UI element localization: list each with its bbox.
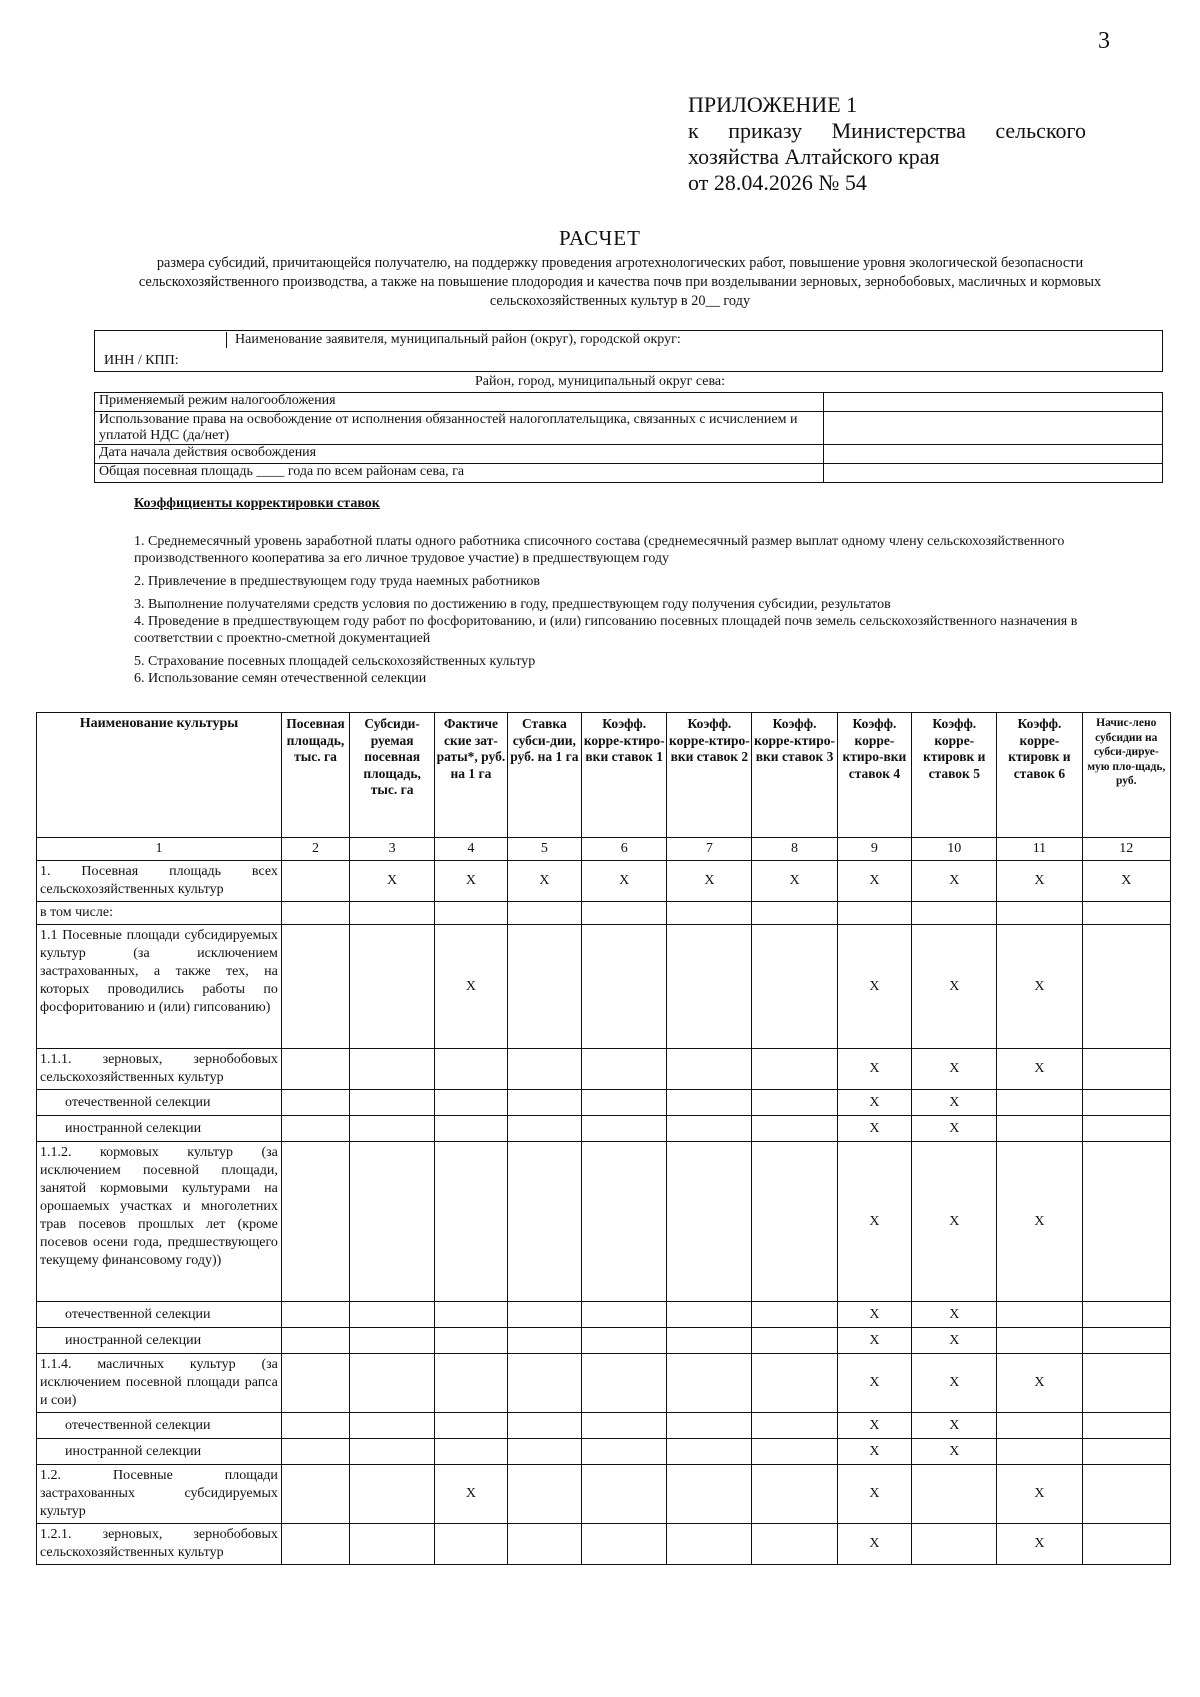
table-cell[interactable] bbox=[667, 1413, 752, 1439]
table-cell[interactable] bbox=[582, 1142, 667, 1302]
page-number: 3 bbox=[1098, 28, 1110, 54]
table-cell[interactable] bbox=[667, 1354, 752, 1413]
table-cell[interactable] bbox=[435, 1090, 507, 1116]
info-row-label: Применяемый режим налогообложения bbox=[95, 393, 824, 412]
table-cell[interactable] bbox=[1082, 1328, 1170, 1354]
sowing-district-label: Район, город, муниципальный округ сева: bbox=[474, 374, 725, 389]
table-cell[interactable] bbox=[507, 1328, 582, 1354]
table-cell: X bbox=[912, 1413, 997, 1439]
column-number: 12 bbox=[1082, 838, 1170, 861]
table-cell[interactable] bbox=[507, 902, 582, 925]
table-row bbox=[37, 861, 1171, 902]
row-name: 1.1.4. масличных культур (за исключением посевной площади рапса и сои) bbox=[37, 1354, 282, 1413]
info-row bbox=[95, 412, 1163, 445]
coefficients-heading: Коэффициенты корректировки ставок bbox=[134, 496, 380, 511]
table-row bbox=[37, 1090, 1171, 1116]
column-number: 7 bbox=[667, 838, 752, 861]
document-title: РАСЧЕТ bbox=[559, 226, 641, 250]
column-number: 1 bbox=[37, 838, 282, 861]
inn-kpp-label: ИНН / КПП: bbox=[104, 353, 179, 368]
table-cell[interactable] bbox=[350, 1049, 435, 1090]
coefficient-item-2: 2. Привлечение в предшествующем году труда наемных работников bbox=[134, 574, 541, 589]
table-cell[interactable] bbox=[281, 1142, 349, 1302]
table-cell[interactable] bbox=[507, 1524, 582, 1565]
table-cell[interactable] bbox=[435, 1524, 507, 1565]
table-row bbox=[37, 902, 1171, 925]
row-name: 1.2. Посевные площади застрахованных субсидируемых культур bbox=[37, 1465, 282, 1524]
info-row bbox=[95, 445, 1163, 464]
table-header-row bbox=[37, 713, 1171, 838]
table-cell[interactable] bbox=[752, 1116, 837, 1142]
table-cell[interactable] bbox=[281, 1090, 349, 1116]
table-cell[interactable] bbox=[752, 1465, 837, 1524]
table-cell[interactable] bbox=[1082, 1524, 1170, 1565]
table-cell[interactable] bbox=[281, 861, 349, 902]
table-cell[interactable] bbox=[507, 1116, 582, 1142]
table-cell[interactable] bbox=[281, 1524, 349, 1565]
column-number: 8 bbox=[752, 838, 837, 861]
table-cell[interactable] bbox=[997, 1439, 1082, 1465]
table-cell: X bbox=[912, 1049, 997, 1090]
row-name: 1.1.1. зерновых, зернобобовых сельскохозяйственных культур bbox=[37, 1049, 282, 1090]
table-cell[interactable] bbox=[1082, 1049, 1170, 1090]
table-cell[interactable] bbox=[350, 1090, 435, 1116]
table-cell[interactable] bbox=[507, 1049, 582, 1090]
table-cell[interactable] bbox=[350, 1354, 435, 1413]
table-cell[interactable] bbox=[752, 1354, 837, 1413]
table-cell[interactable] bbox=[350, 925, 435, 1049]
table-cell[interactable] bbox=[350, 1328, 435, 1354]
appendix-order-line: к приказу Министерства сельского bbox=[688, 118, 1086, 143]
info-row-value[interactable] bbox=[824, 464, 1163, 483]
table-cell[interactable] bbox=[582, 1116, 667, 1142]
row-name: 1.1.2. кормовых культур (за исключением посевной площади, занятой кормовыми культурами на орошаемых участках и многолетних трав посевов прошлых лет (кроме посевов осени года, предшествующего текущему финансовому году)) bbox=[37, 1142, 282, 1302]
column-number: 10 bbox=[912, 838, 997, 861]
table-cell[interactable] bbox=[582, 925, 667, 1049]
table-cell: X bbox=[435, 861, 507, 902]
table-cell[interactable] bbox=[667, 1049, 752, 1090]
table-cell[interactable] bbox=[997, 1090, 1082, 1116]
table-cell: X bbox=[912, 1116, 997, 1142]
table-cell: X bbox=[350, 861, 435, 902]
table-cell[interactable] bbox=[582, 1439, 667, 1465]
table-cell: X bbox=[912, 1090, 997, 1116]
table-cell: X bbox=[837, 861, 912, 902]
table-cell[interactable] bbox=[1082, 1465, 1170, 1524]
table-cell[interactable] bbox=[350, 1439, 435, 1465]
table-cell: X bbox=[837, 925, 912, 1049]
table-cell: X bbox=[997, 1142, 1082, 1302]
table-cell[interactable] bbox=[997, 1116, 1082, 1142]
table-cell: X bbox=[997, 1354, 1082, 1413]
info-row-value[interactable] bbox=[824, 393, 1163, 412]
table-cell: X bbox=[837, 1524, 912, 1565]
table-cell[interactable] bbox=[350, 1524, 435, 1565]
table-cell: X bbox=[997, 1524, 1082, 1565]
column-header-2: Посевная площадь, тыс. га bbox=[281, 713, 349, 838]
table-cell[interactable] bbox=[435, 902, 507, 925]
table-row bbox=[37, 1049, 1171, 1090]
table-row bbox=[37, 1116, 1171, 1142]
table-cell[interactable] bbox=[507, 1090, 582, 1116]
table-cell: X bbox=[837, 1049, 912, 1090]
table-cell[interactable] bbox=[281, 1413, 349, 1439]
table-cell[interactable] bbox=[281, 1049, 349, 1090]
table-cell[interactable] bbox=[435, 1439, 507, 1465]
table-cell: X bbox=[667, 861, 752, 902]
table-cell: X bbox=[997, 1465, 1082, 1524]
table-cell[interactable] bbox=[507, 1465, 582, 1524]
table-row bbox=[37, 1524, 1171, 1565]
column-number: 2 bbox=[281, 838, 349, 861]
column-number: 11 bbox=[997, 838, 1082, 861]
table-cell[interactable] bbox=[435, 1116, 507, 1142]
table-cell[interactable] bbox=[582, 1413, 667, 1439]
info-row bbox=[95, 393, 1163, 412]
table-cell[interactable] bbox=[1082, 1354, 1170, 1413]
table-cell[interactable] bbox=[435, 1354, 507, 1413]
table-cell: X bbox=[837, 1413, 912, 1439]
column-header-5: Ставка субси-дии, руб. на 1 га bbox=[507, 713, 582, 838]
coefficient-item-3: 3. Выполнение получателями средств условия по достижению в году, предшествующем году получения субсидии, результатов bbox=[134, 597, 891, 612]
table-cell[interactable] bbox=[912, 902, 997, 925]
table-cell[interactable] bbox=[1082, 902, 1170, 925]
table-cell: X bbox=[912, 1439, 997, 1465]
coefficient-item-1: 1. Среднемесячный уровень заработной платы одного работника списочного состава (среднемесячный размер выплат одному члену сельскохозяйственного производственного кооператива за его личное трудовое участие) в предшествующем году bbox=[134, 534, 1065, 566]
appendix-date-line: от 28.04.2026 № 54 bbox=[688, 170, 867, 195]
row-name: иностранной селекции bbox=[37, 1439, 282, 1465]
row-name: отечественной селекции bbox=[37, 1090, 282, 1116]
row-name: иностранной селекции bbox=[37, 1116, 282, 1142]
column-header-9: Коэфф. корре-ктиро-вки ставок 4 bbox=[837, 713, 912, 838]
table-cell[interactable] bbox=[582, 1090, 667, 1116]
table-cell[interactable] bbox=[281, 1465, 349, 1524]
table-row bbox=[37, 1142, 1171, 1302]
table-cell[interactable] bbox=[752, 902, 837, 925]
table-cell: X bbox=[507, 861, 582, 902]
table-cell[interactable] bbox=[350, 1413, 435, 1439]
table-cell: X bbox=[837, 1116, 912, 1142]
table-cell[interactable] bbox=[582, 1049, 667, 1090]
table-cell[interactable] bbox=[997, 1328, 1082, 1354]
document-subtitle: размера субсидий, причитающейся получателю, на поддержку проведения агротехнологических работ, повышение уровня экологической безопасности сельскохозяйственного производства, а также на повышение плодородия и качества почв при возделывании зерновых, зернобобовых, масличных и кормовых сельскохозяйственных культур в 20__ году bbox=[138, 255, 1102, 309]
coefficient-item-5: 5. Страхование посевных площадей сельскохозяйственных культур bbox=[134, 654, 536, 669]
table-cell[interactable] bbox=[350, 1116, 435, 1142]
table-cell: X bbox=[997, 1049, 1082, 1090]
table-row bbox=[37, 1354, 1171, 1413]
table-cell: X bbox=[837, 1302, 912, 1328]
table-cell[interactable] bbox=[350, 1142, 435, 1302]
table-cell: X bbox=[837, 1354, 912, 1413]
table-cell[interactable] bbox=[752, 1524, 837, 1565]
table-cell: X bbox=[582, 861, 667, 902]
info-row-label: Общая посевная площадь ____ года по всем районам сева, га bbox=[95, 464, 824, 483]
row-name: отечественной селекции bbox=[37, 1302, 282, 1328]
table-cell: X bbox=[435, 925, 507, 1049]
table-cell[interactable] bbox=[1082, 925, 1170, 1049]
table-cell[interactable] bbox=[752, 1439, 837, 1465]
row-name: 1. Посевная площадь всех сельскохозяйственных культур bbox=[37, 861, 282, 902]
info-row-value[interactable] bbox=[824, 412, 1163, 445]
column-number: 4 bbox=[435, 838, 507, 861]
table-cell[interactable] bbox=[1082, 1090, 1170, 1116]
table-cell[interactable] bbox=[752, 1302, 837, 1328]
table-cell[interactable] bbox=[912, 1465, 997, 1524]
column-header-10: Коэфф. корре-ктировк и ставок 5 bbox=[912, 713, 997, 838]
coefficient-item-4: 4. Проведение в предшествующем году работ по фосфоритованию, и (или) гипсованию посевных площадей почв земель сельскохозяйственного назначения в соответствии с проектно-сметной документацией bbox=[134, 614, 1078, 646]
table-cell[interactable] bbox=[752, 1049, 837, 1090]
table-cell: X bbox=[997, 925, 1082, 1049]
table-cell[interactable] bbox=[281, 925, 349, 1049]
column-number: 6 bbox=[582, 838, 667, 861]
table-cell: X bbox=[435, 1465, 507, 1524]
table-cell[interactable] bbox=[507, 1142, 582, 1302]
table-cell[interactable] bbox=[752, 925, 837, 1049]
table-cell[interactable] bbox=[435, 1142, 507, 1302]
table-cell[interactable] bbox=[435, 1302, 507, 1328]
info-row-label: Использование права на освобождение от исполнения обязанностей налогоплательщика, связанных с исчислением и уплатой НДС (да/нет) bbox=[95, 412, 824, 445]
table-cell[interactable] bbox=[752, 1328, 837, 1354]
table-cell: X bbox=[752, 861, 837, 902]
appendix-ministry-line: хозяйства Алтайского края bbox=[688, 144, 940, 169]
subsidy-calculation-table bbox=[36, 712, 1171, 1565]
column-number: 3 bbox=[350, 838, 435, 861]
info-row-label: Дата начала действия освобождения bbox=[95, 445, 824, 464]
table-cell[interactable] bbox=[1082, 1302, 1170, 1328]
table-cell[interactable] bbox=[667, 925, 752, 1049]
table-row bbox=[37, 1302, 1171, 1328]
table-cell[interactable] bbox=[1082, 1116, 1170, 1142]
column-header-12: Начис-лено субсидии на субси-дируе-мую пло-щадь, руб. bbox=[1082, 713, 1170, 838]
table-cell[interactable] bbox=[281, 1354, 349, 1413]
table-cell: X bbox=[912, 1302, 997, 1328]
table-cell[interactable] bbox=[507, 1439, 582, 1465]
info-row-value[interactable] bbox=[824, 445, 1163, 464]
table-cell[interactable] bbox=[281, 1302, 349, 1328]
table-cell: X bbox=[837, 1142, 912, 1302]
table-cell: X bbox=[1082, 861, 1170, 902]
table-row bbox=[37, 925, 1171, 1049]
table-cell[interactable] bbox=[435, 1413, 507, 1439]
table-cell: X bbox=[912, 1142, 997, 1302]
column-header-11: Коэфф. корре-ктировк и ставок 6 bbox=[997, 713, 1082, 838]
table-cell[interactable] bbox=[1082, 1142, 1170, 1302]
info-table bbox=[94, 392, 1163, 483]
column-header-8: Коэфф. корре-ктиро-вки ставок 3 bbox=[752, 713, 837, 838]
table-cell[interactable] bbox=[350, 1465, 435, 1524]
column-numbers-row bbox=[37, 838, 1171, 861]
table-cell[interactable] bbox=[912, 1524, 997, 1565]
table-cell[interactable] bbox=[667, 1142, 752, 1302]
column-header-1: Наименование культуры bbox=[37, 713, 282, 838]
table-cell[interactable] bbox=[752, 1142, 837, 1302]
table-cell[interactable] bbox=[507, 925, 582, 1049]
table-cell: X bbox=[912, 1328, 997, 1354]
table-cell[interactable] bbox=[582, 1302, 667, 1328]
table-cell[interactable] bbox=[582, 1465, 667, 1524]
table-cell[interactable] bbox=[507, 1413, 582, 1439]
table-cell[interactable] bbox=[582, 1524, 667, 1565]
table-cell[interactable] bbox=[667, 1524, 752, 1565]
table-cell[interactable] bbox=[1082, 1413, 1170, 1439]
table-cell[interactable] bbox=[837, 902, 912, 925]
table-cell: X bbox=[837, 1465, 912, 1524]
table-cell[interactable] bbox=[507, 1354, 582, 1413]
column-header-6: Коэфф. корре-ктиро-вки ставок 1 bbox=[582, 713, 667, 838]
row-name: отечественной селекции bbox=[37, 1413, 282, 1439]
table-cell[interactable] bbox=[1082, 1439, 1170, 1465]
table-cell[interactable] bbox=[281, 1116, 349, 1142]
info-row bbox=[95, 464, 1163, 483]
table-cell[interactable] bbox=[582, 902, 667, 925]
table-cell[interactable] bbox=[667, 1328, 752, 1354]
table-cell[interactable] bbox=[997, 1302, 1082, 1328]
coefficient-item-6: 6. Использование семян отечественной селекции bbox=[134, 671, 427, 686]
column-header-7: Коэфф. корре-ктиро-вки ставок 2 bbox=[667, 713, 752, 838]
table-cell[interactable] bbox=[997, 902, 1082, 925]
table-cell[interactable] bbox=[281, 902, 349, 925]
row-name: в том числе: bbox=[37, 902, 282, 925]
table-cell: X bbox=[912, 925, 997, 1049]
table-cell[interactable] bbox=[281, 1328, 349, 1354]
table-cell[interactable] bbox=[281, 1439, 349, 1465]
column-number: 5 bbox=[507, 838, 582, 861]
table-cell: X bbox=[997, 861, 1082, 902]
table-cell[interactable] bbox=[667, 1302, 752, 1328]
column-header-3: Субсиди-руемая посевная площадь, тыс. га bbox=[350, 713, 435, 838]
appendix-title: ПРИЛОЖЕНИЕ 1 bbox=[688, 92, 858, 117]
table-cell[interactable] bbox=[997, 1413, 1082, 1439]
table-cell[interactable] bbox=[667, 1116, 752, 1142]
appendix-block bbox=[688, 92, 1088, 196]
table-row bbox=[37, 1465, 1171, 1524]
table-cell: X bbox=[912, 1354, 997, 1413]
row-name: 1.2.1. зерновых, зернобобовых сельскохозяйственных культур bbox=[37, 1524, 282, 1565]
table-cell[interactable] bbox=[582, 1354, 667, 1413]
table-cell: X bbox=[837, 1328, 912, 1354]
row-name: 1.1 Посевные площади субсидируемых культур (за исключением застрахованных, а также тех, на которых проводились работы по фосфоритованию и (или) гипсованию) bbox=[37, 925, 282, 1049]
table-cell[interactable] bbox=[435, 1049, 507, 1090]
table-cell: X bbox=[837, 1439, 912, 1465]
table-row bbox=[37, 1413, 1171, 1439]
table-row bbox=[37, 1439, 1171, 1465]
row-name: иностранной селекции bbox=[37, 1328, 282, 1354]
table-cell[interactable] bbox=[752, 1413, 837, 1439]
table-cell[interactable] bbox=[350, 902, 435, 925]
table-cell[interactable] bbox=[667, 1090, 752, 1116]
table-cell[interactable] bbox=[752, 1090, 837, 1116]
table-cell[interactable] bbox=[667, 1465, 752, 1524]
coefficients-list bbox=[134, 533, 1144, 693]
applicant-name-label: Наименование заявителя, муниципальный район (округ), городской округ: bbox=[226, 332, 681, 348]
table-row bbox=[37, 1328, 1171, 1354]
table-cell[interactable] bbox=[350, 1302, 435, 1328]
table-cell[interactable] bbox=[582, 1328, 667, 1354]
table-cell[interactable] bbox=[507, 1302, 582, 1328]
table-cell[interactable] bbox=[435, 1328, 507, 1354]
table-cell: X bbox=[912, 861, 997, 902]
table-cell[interactable] bbox=[667, 902, 752, 925]
column-number: 9 bbox=[837, 838, 912, 861]
table-cell: X bbox=[837, 1090, 912, 1116]
column-header-4: Фактиче ские зат-раты*, руб. на 1 га bbox=[435, 713, 507, 838]
table-cell[interactable] bbox=[667, 1439, 752, 1465]
